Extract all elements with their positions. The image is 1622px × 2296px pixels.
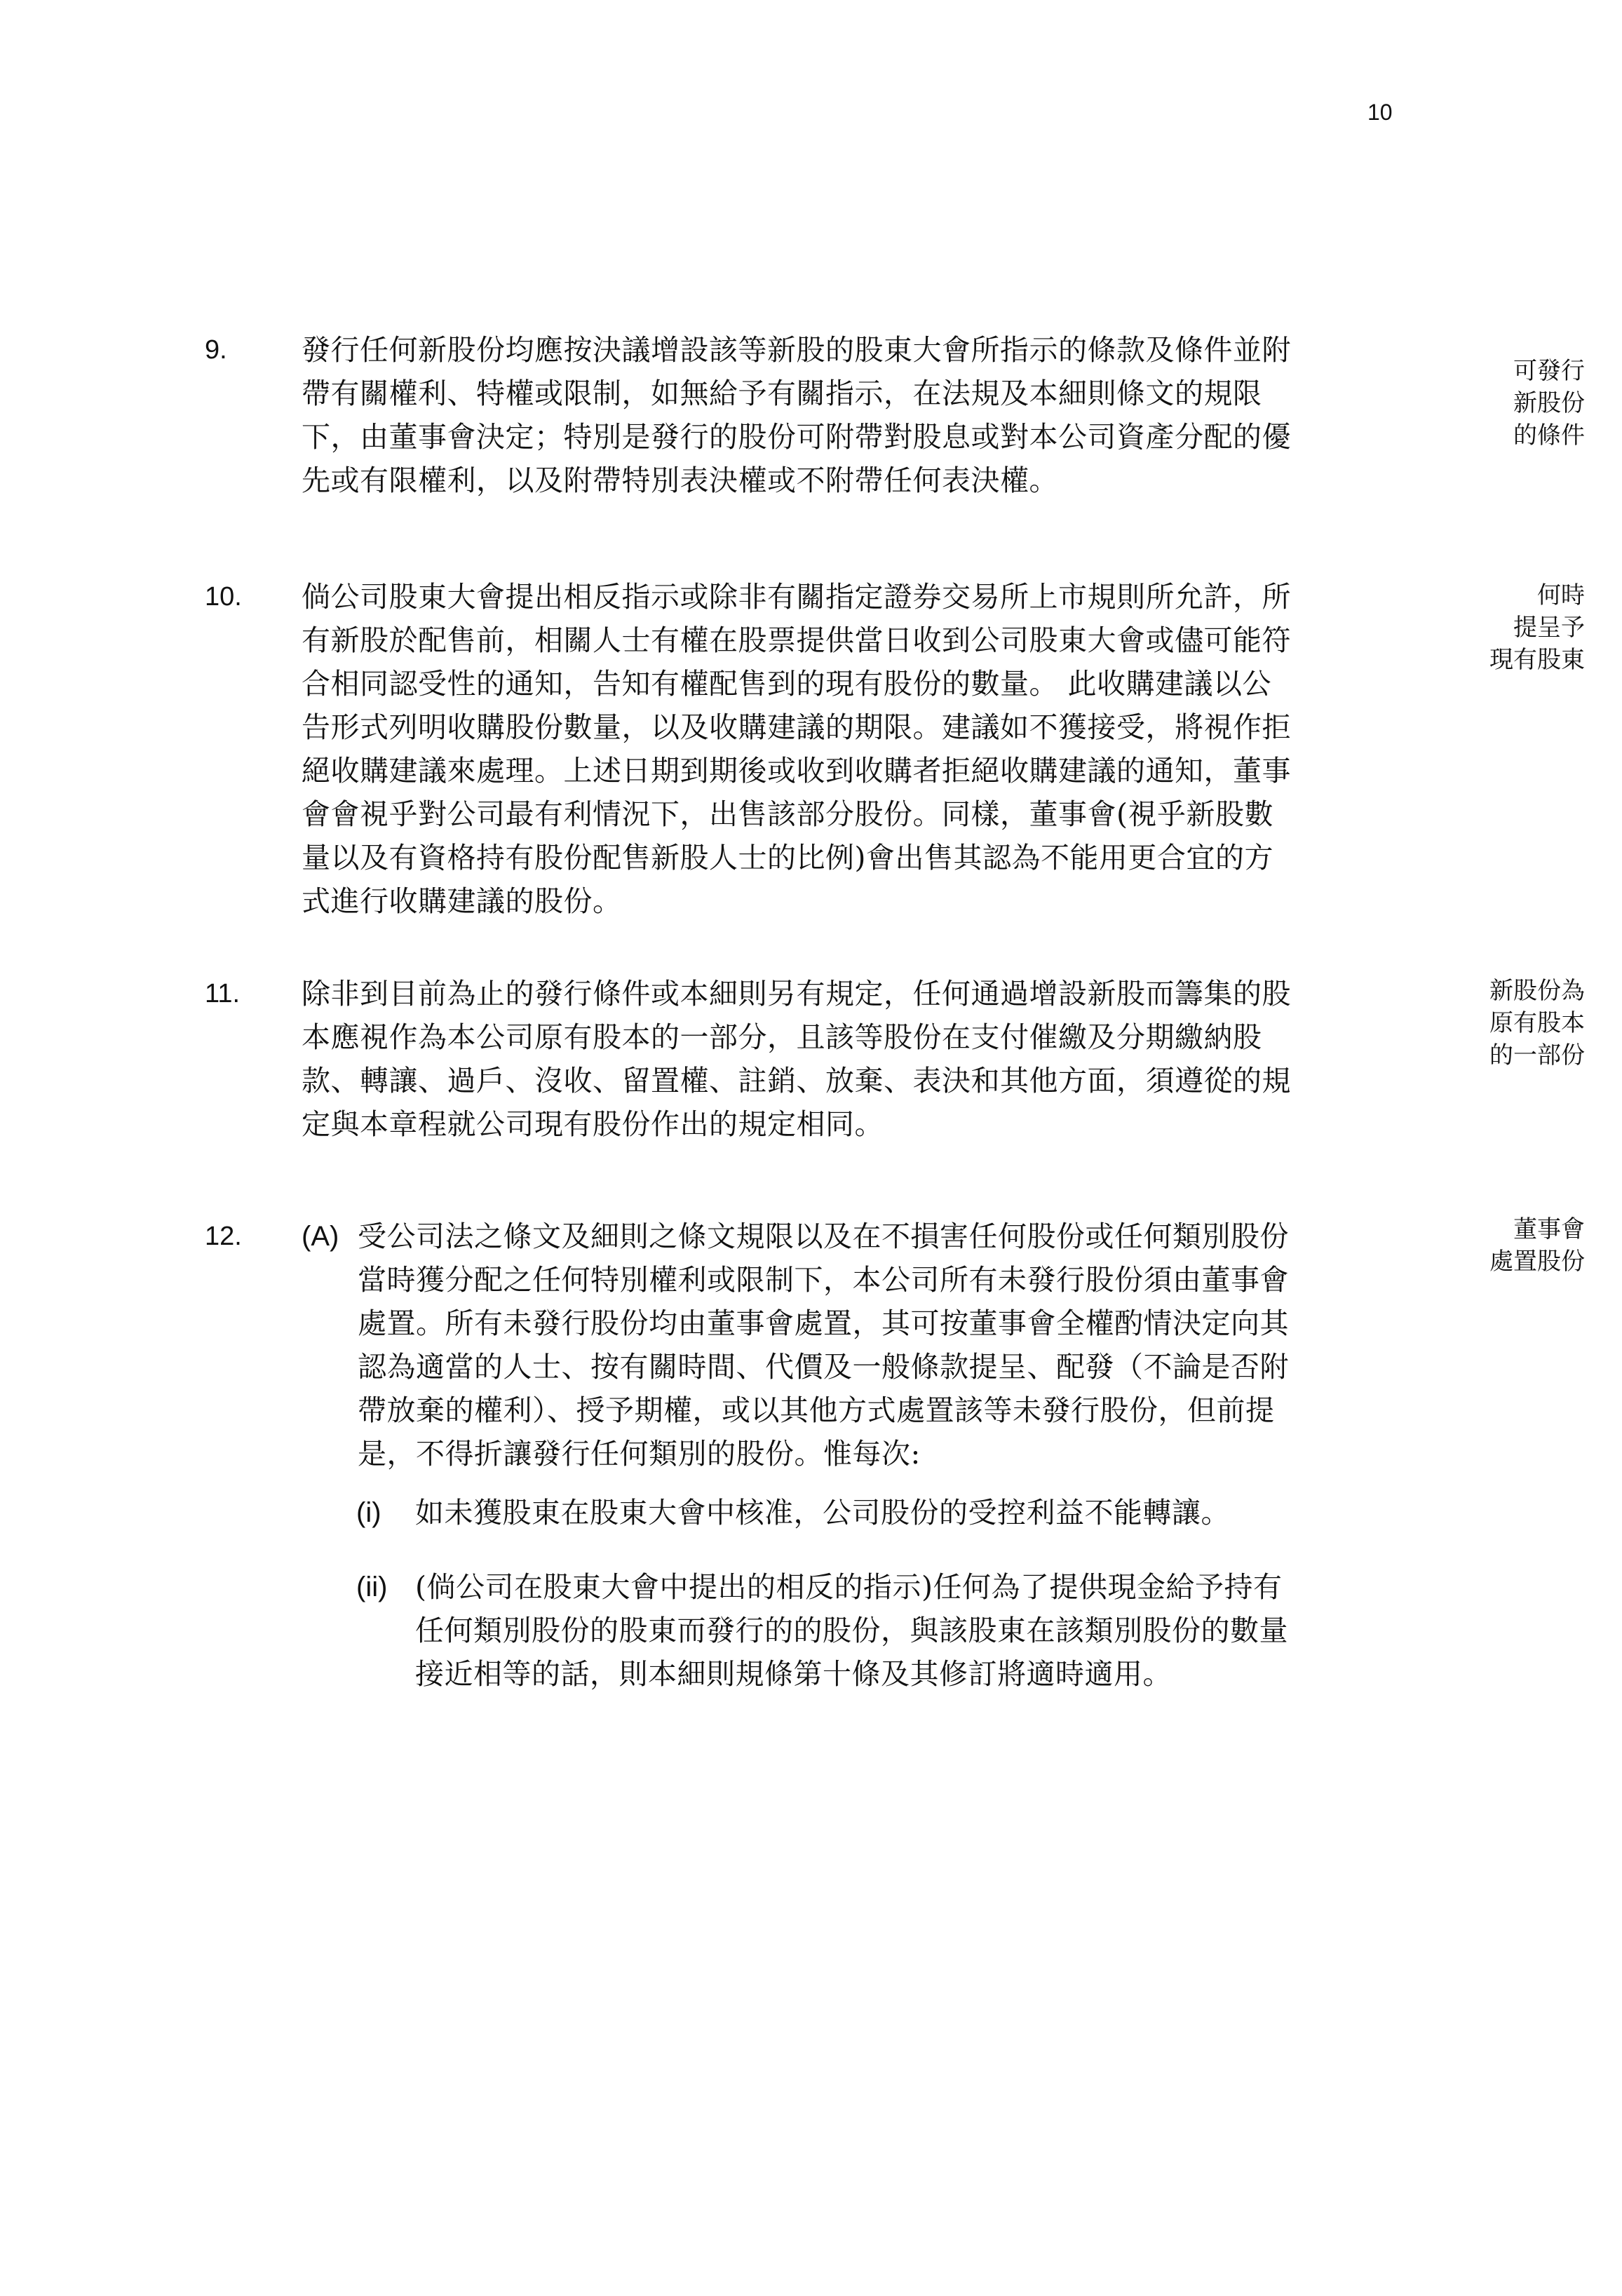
- article-line: 本應視作為本公司原有股本的一部分，且該等股份在支付催繳及分期繳納股: [302, 1020, 1262, 1054]
- article-line: 有新股於配售前，相關人士有權在股票提供當日收到公司股東大會或儘可能符: [302, 623, 1291, 657]
- article-body: [302, 575, 1381, 923]
- margin-heading-line: 的一部份: [1489, 1041, 1585, 1069]
- article-line: 量以及有資格持有股份配售新股人士的比例)會出售其認為不能用更合宜的方: [302, 841, 1273, 874]
- article-line: 受公司法之條文及細則之條文規限以及在不損害任何股份或任何類別股份: [358, 1220, 1289, 1253]
- article-line: 絕收購建議來處理。上述日期到期後或收到收購者拒絕收購建議的通知，董事: [302, 754, 1291, 788]
- article-line: 下，由董事會決定；特別是發行的股份可附帶對股息或對本公司資產分配的優: [302, 420, 1291, 454]
- item-body: [415, 1491, 1383, 1534]
- item-label: (ii): [356, 1572, 388, 1602]
- article-line: 處置。所有未發行股份均由董事會處置，其可按董事會全權酌情決定向其: [358, 1306, 1289, 1340]
- margin-heading: [1417, 975, 1585, 1072]
- article-line: 發行任何新股份均應按決議增設該等新股的股東大會所指示的條款及條件並附: [302, 333, 1291, 367]
- article-line: 帶放棄的權利）、授予期權，或以其他方式處置該等未發行股份，但前提: [358, 1393, 1275, 1427]
- margin-heading-line: 處置股份: [1489, 1248, 1585, 1276]
- article-number: 12.: [205, 1222, 242, 1251]
- article-line: 告形式列明收購股份數量，以及收購建議的期限。建議如不獲接受，將視作拒: [302, 710, 1291, 744]
- item-body: [415, 1565, 1383, 1696]
- article-number: 11.: [205, 979, 241, 1008]
- margin-heading-line: 可發行: [1513, 357, 1585, 385]
- item-line: 接近相等的話，則本細則規條第十條及其修訂將適時適用。: [415, 1657, 1172, 1691]
- page-number: 10: [1367, 100, 1393, 125]
- article-line: 倘公司股東大會提出相反指示或除非有關指定證券交易所上市規則所允許，所: [302, 580, 1291, 614]
- article-body: [302, 972, 1381, 1146]
- article-number: 10.: [205, 582, 242, 612]
- article-line: 認為適當的人士、按有關時間、代價及一般條款提呈、配發（不論是否附: [358, 1350, 1289, 1384]
- item-line: (倘公司在股東大會中提出的相反的指示)任何為了提供現金給予持有: [415, 1570, 1283, 1604]
- article-line: 式進行收購建議的股份。: [302, 884, 622, 918]
- sub-paragraph-label: (A): [302, 1221, 339, 1252]
- article-line: 定與本章程就公司現有股份作出的規定相同。: [302, 1107, 884, 1141]
- margin-heading-line: 現有股東: [1489, 646, 1585, 674]
- article-line: 當時獲分配之任何特別權利或限制下，本公司所有未發行股份須由董事會: [358, 1263, 1289, 1297]
- article-line: 合相同認受性的通知，告知有權配售到的現有股份的數量。 此收購建議以公: [302, 667, 1272, 701]
- margin-heading-line: 新股份: [1513, 389, 1585, 417]
- margin-heading-line: 新股份為: [1489, 977, 1585, 1005]
- margin-heading-line: 提呈予: [1513, 614, 1585, 642]
- margin-heading: [1417, 355, 1585, 452]
- article-body: [302, 328, 1381, 502]
- margin-heading: [1417, 1213, 1585, 1278]
- article-line: 是，不得折讓發行任何類別的股份。惟每次:: [358, 1437, 921, 1471]
- item-label: (i): [356, 1497, 381, 1528]
- margin-heading-line: 董事會: [1513, 1215, 1585, 1243]
- article-line: 先或有限權利，以及附帶特別表決權或不附帶任何表決權。: [302, 464, 1058, 497]
- article-line: 款、轉讓、過戶、沒收、留置權、註銷、放棄、表決和其他方面，須遵從的規: [302, 1064, 1291, 1098]
- article-line: 除非到目前為止的發行條件或本細則另有規定，任何通過增設新股而籌集的股: [302, 977, 1291, 1011]
- item-line: 任何類別股份的股東而發行的的股份，與該股東在該類別股份的數量: [415, 1614, 1288, 1647]
- article-number: 9.: [205, 335, 227, 365]
- item-line: 如未獲股東在股東大會中核准，公司股份的受控利益不能轉讓。: [415, 1496, 1230, 1529]
- sub-paragraph-body: [358, 1215, 1381, 1475]
- margin-heading-line: 的條件: [1513, 421, 1585, 450]
- article-line: 會會視乎對公司最有利情況下，出售該部分股份。同樣，董事會(視乎新股數: [302, 797, 1273, 831]
- margin-heading-line: 何時: [1537, 581, 1585, 609]
- margin-heading: [1417, 579, 1585, 676]
- article-line: 帶有關權利、特權或限制，如無給予有關指示，在法規及本細則條文的規限: [302, 377, 1262, 410]
- margin-heading-line: 原有股本: [1489, 1009, 1585, 1037]
